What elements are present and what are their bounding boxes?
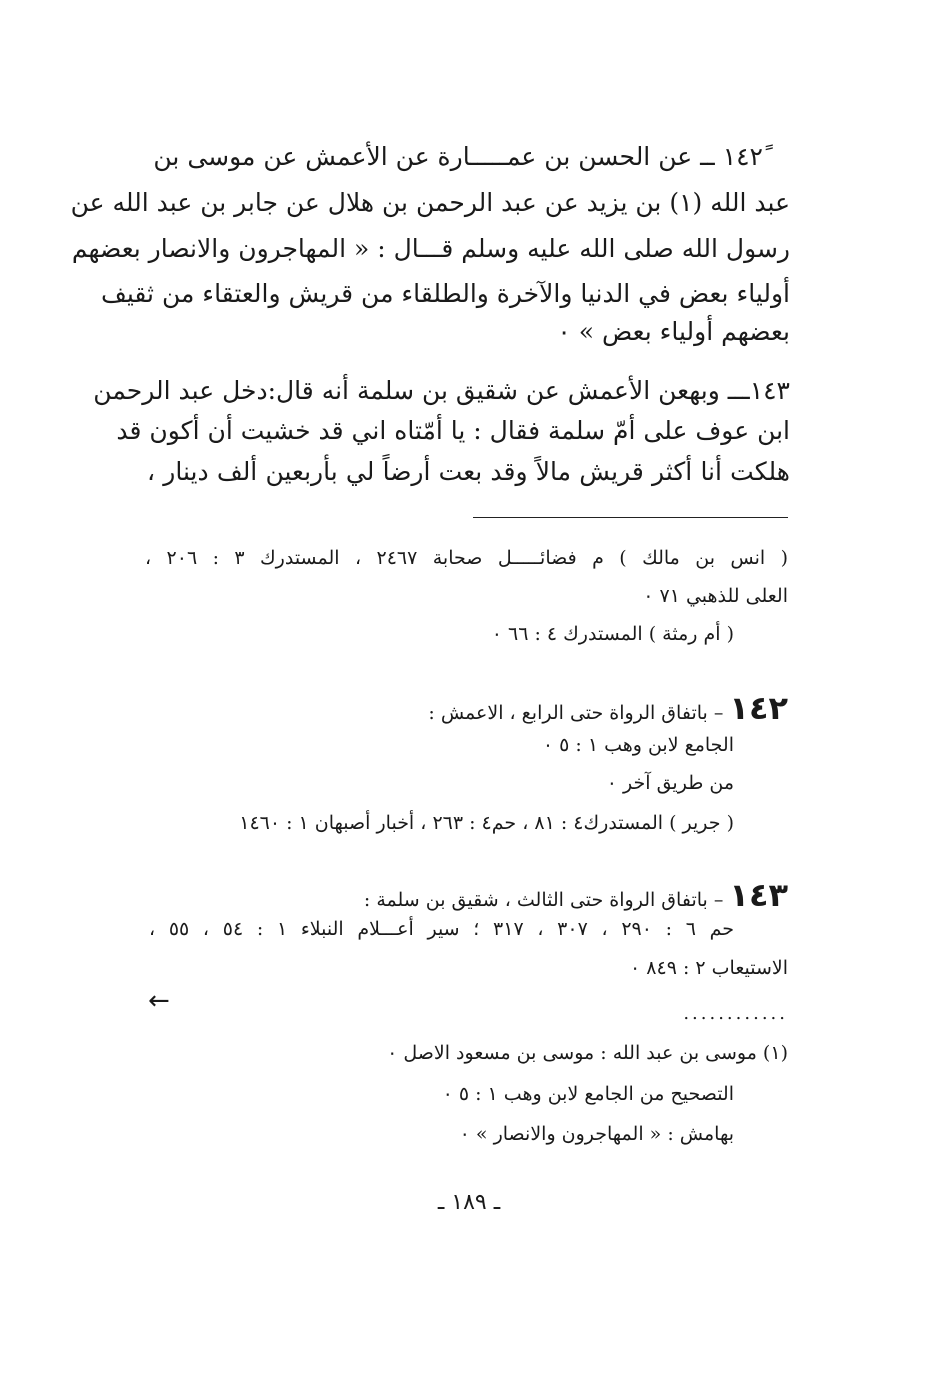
- note-142-heading: [428, 689, 788, 727]
- hadith-142-line-3: رسول الله صلى الله عليه وسلم قـــال : « المهاجرون والانصار بعضهم: [71, 234, 790, 263]
- hadith-142-line-5: بعضهم أولياء بعض » ٠: [557, 317, 790, 346]
- hadith-143-line-1: ١٤٣ـــ وبهعن الأعمش عن شقيق بن سلمة أنه قال:دخل عبد الرحمن: [93, 376, 790, 405]
- note-142-number: ١٤٢: [729, 689, 788, 727]
- note-prev-line-1: ( انس بن مالك ) م فضائـــــل صحابة ٢٤٦٧ ، المستدرك ٣ : ٢٠٦ ،: [145, 547, 789, 569]
- hadith-143-line-3: هلكت أنا أكثر قريش مالاً وقد بعت أرضاً لي بأربعين ألف دينار ،: [147, 457, 790, 486]
- note-143-line-1: حم ٦ : ٢٩٠ ، ٣٠٧ ، ٣١٧ ؛ سير أعـــلام النبلاء ١ : ٥٤ ، ٥٥ ،: [149, 918, 735, 940]
- note-143-number: ١٤٣: [729, 876, 788, 914]
- hadith-142-line-4: أولياء بعض في الدنيا والآخرة والطلقاء من قريش والعتقاء من ثقيف: [100, 279, 790, 308]
- hadith-143-line-2: ابن عوف على أمّ سلمة فقال : يا أمّتاه اني قد خشيت أن أكون قد: [116, 416, 790, 445]
- note-143-line-2: الاستيعاب ٢ : ٨٤٩ ٠: [630, 957, 788, 979]
- note-142-heading-text: – باتفاق الرواة حتى الرابع ، الاعمش :: [428, 702, 724, 724]
- section-separator: [473, 517, 788, 518]
- hadith-142-line-2: عبد الله (١) بن يزيد عن عبد الرحمن بن هلال عن جابر بن عبد الله عن: [70, 188, 790, 217]
- note-prev-line-2: العلى للذهبي ٧١ ٠: [643, 585, 788, 607]
- note-143-heading-text: – باتفاق الرواة حتى الثالث ، شقيق بن سلمة :: [363, 889, 724, 911]
- footnote-1-line-1: (١) موسى بن عبد الله : موسى بن مسعود الاصل ٠: [387, 1042, 788, 1064]
- footnote-1-line-2: التصحيح من الجامع لابن وهب ١ : ٥ ٠: [442, 1083, 734, 1105]
- page-number: ـ ١٨٩ ـ: [437, 1190, 501, 1215]
- footnote-1-line-3: بهامش : « المهاجرون والانصار » ٠: [459, 1123, 734, 1145]
- continue-arrow-icon: ←: [148, 986, 170, 1016]
- note-142-line-3: ( جرير ) المستدرك٤ : ٨١ ، حم٤ : ٢٦٣ ، أخبار أصبهان ١ : ١٤٦٠: [239, 812, 734, 834]
- note-142-line-1: الجامع لابن وهب ١ : ٥ ٠: [542, 734, 734, 756]
- note-143-heading: [364, 876, 788, 914]
- dotted-separator: ............: [683, 1003, 788, 1024]
- hadith-142-line-1: ١٤٢ً ــ عن الحسن بن عمـــــارة عن الأعمش عن موسى بن: [153, 142, 763, 171]
- note-prev-line-3: ( أم رمثة ) المستدرك ٤ : ٦٦ ٠: [491, 623, 734, 645]
- note-142-line-2: من طريق آخر ٠: [606, 772, 734, 794]
